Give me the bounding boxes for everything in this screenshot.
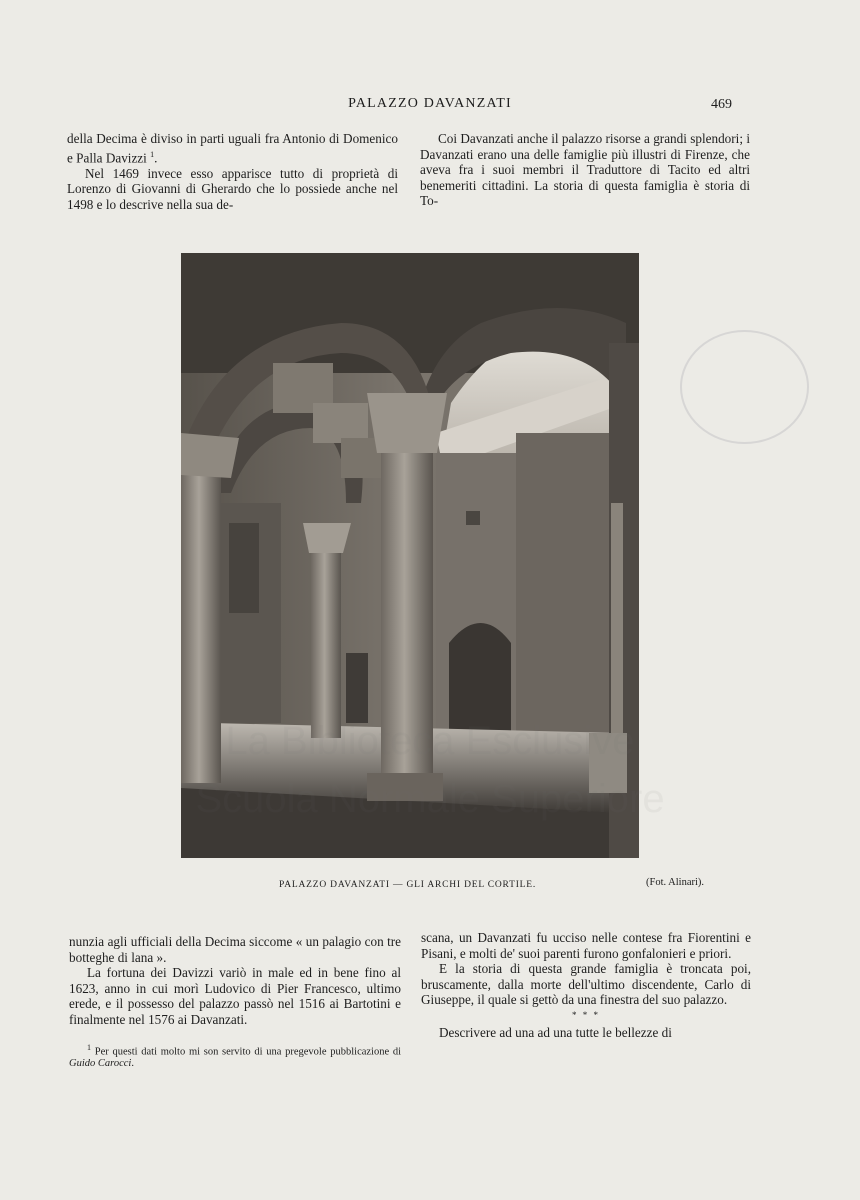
paragraph: nunzia agli ufficiali della Decima siccome « un palagio con tre botteghe di lana ». (69, 934, 401, 965)
text-column-top-right (420, 131, 750, 209)
text-column-top-left (67, 131, 398, 212)
footnote-author: Guido Carocci (69, 1058, 132, 1070)
asterism-separator: * * * (572, 1009, 600, 1020)
running-title: PALAZZO DAVANZATI (348, 96, 512, 111)
page-number: 469 (711, 97, 732, 112)
library-stamp (680, 330, 809, 444)
paragraph: La fortuna dei Davizzi variò in male ed in bene fino al 1623, anno in cui morì Ludovico di Pier Francesco, ultimo erede, e il possesso del palazzo passò nel 1516 ai Bartotini e finalmente nel 1576 ai Davanzati. (69, 965, 401, 1027)
text-column-bottom-right (421, 930, 751, 1041)
text-column-bottom-left (69, 934, 401, 1070)
library-watermark: La Biblioteca Esclusive Scuola Normale Superiore (195, 719, 665, 821)
footnote-marker: 1 (87, 1042, 91, 1052)
paragraph: scana, un Davanzati fu ucciso nelle contese fra Fiorentini e Pisani, e molti de' suoi parenti furono gonfalonieri e priori. (421, 930, 751, 961)
paragraph: Nel 1469 invece esso apparisce tutto di proprietà di Lorenzo di Giovanni di Gherardo che lo possiede anche nel 1498 e lo descrive nella sua de- (67, 165, 398, 212)
figure-caption: PALAZZO DAVANZATI — GLI ARCHI DEL CORTILE. (279, 880, 537, 890)
paragraph: E la storia di questa grande famiglia è troncata poi, bruscamente, dalla morte dell'ultimo discendente, Carlo di Giuseppe, il quale si gettò da una finestra del suo palazzo. (421, 961, 751, 1008)
paragraph: Coi Davanzati anche il palazzo risorse a grandi splendori; i Davanzati erano una delle famiglie più illustri di Firenze, che aveva fra i suoi membri il Traduttore di Tacito ed altri benemeriti cittadini. La storia di questa famiglia è storia di To- (420, 131, 750, 209)
paragraph: Descrivere ad una ad una tutte le bellezze di (439, 1024, 672, 1040)
photo-credit: (Fot. Alinari). (646, 877, 705, 888)
paragraph: della Decima è diviso in parti uguali fra Antonio di Domenico e Palla Davizzi $^1$. (67, 131, 398, 165)
footnote: $^1$ Per questi dati molto mi son servito di una pregevole pubblicazione di Guido Carocci. (69, 1042, 402, 1070)
footnote-reference: 1 (150, 149, 155, 159)
